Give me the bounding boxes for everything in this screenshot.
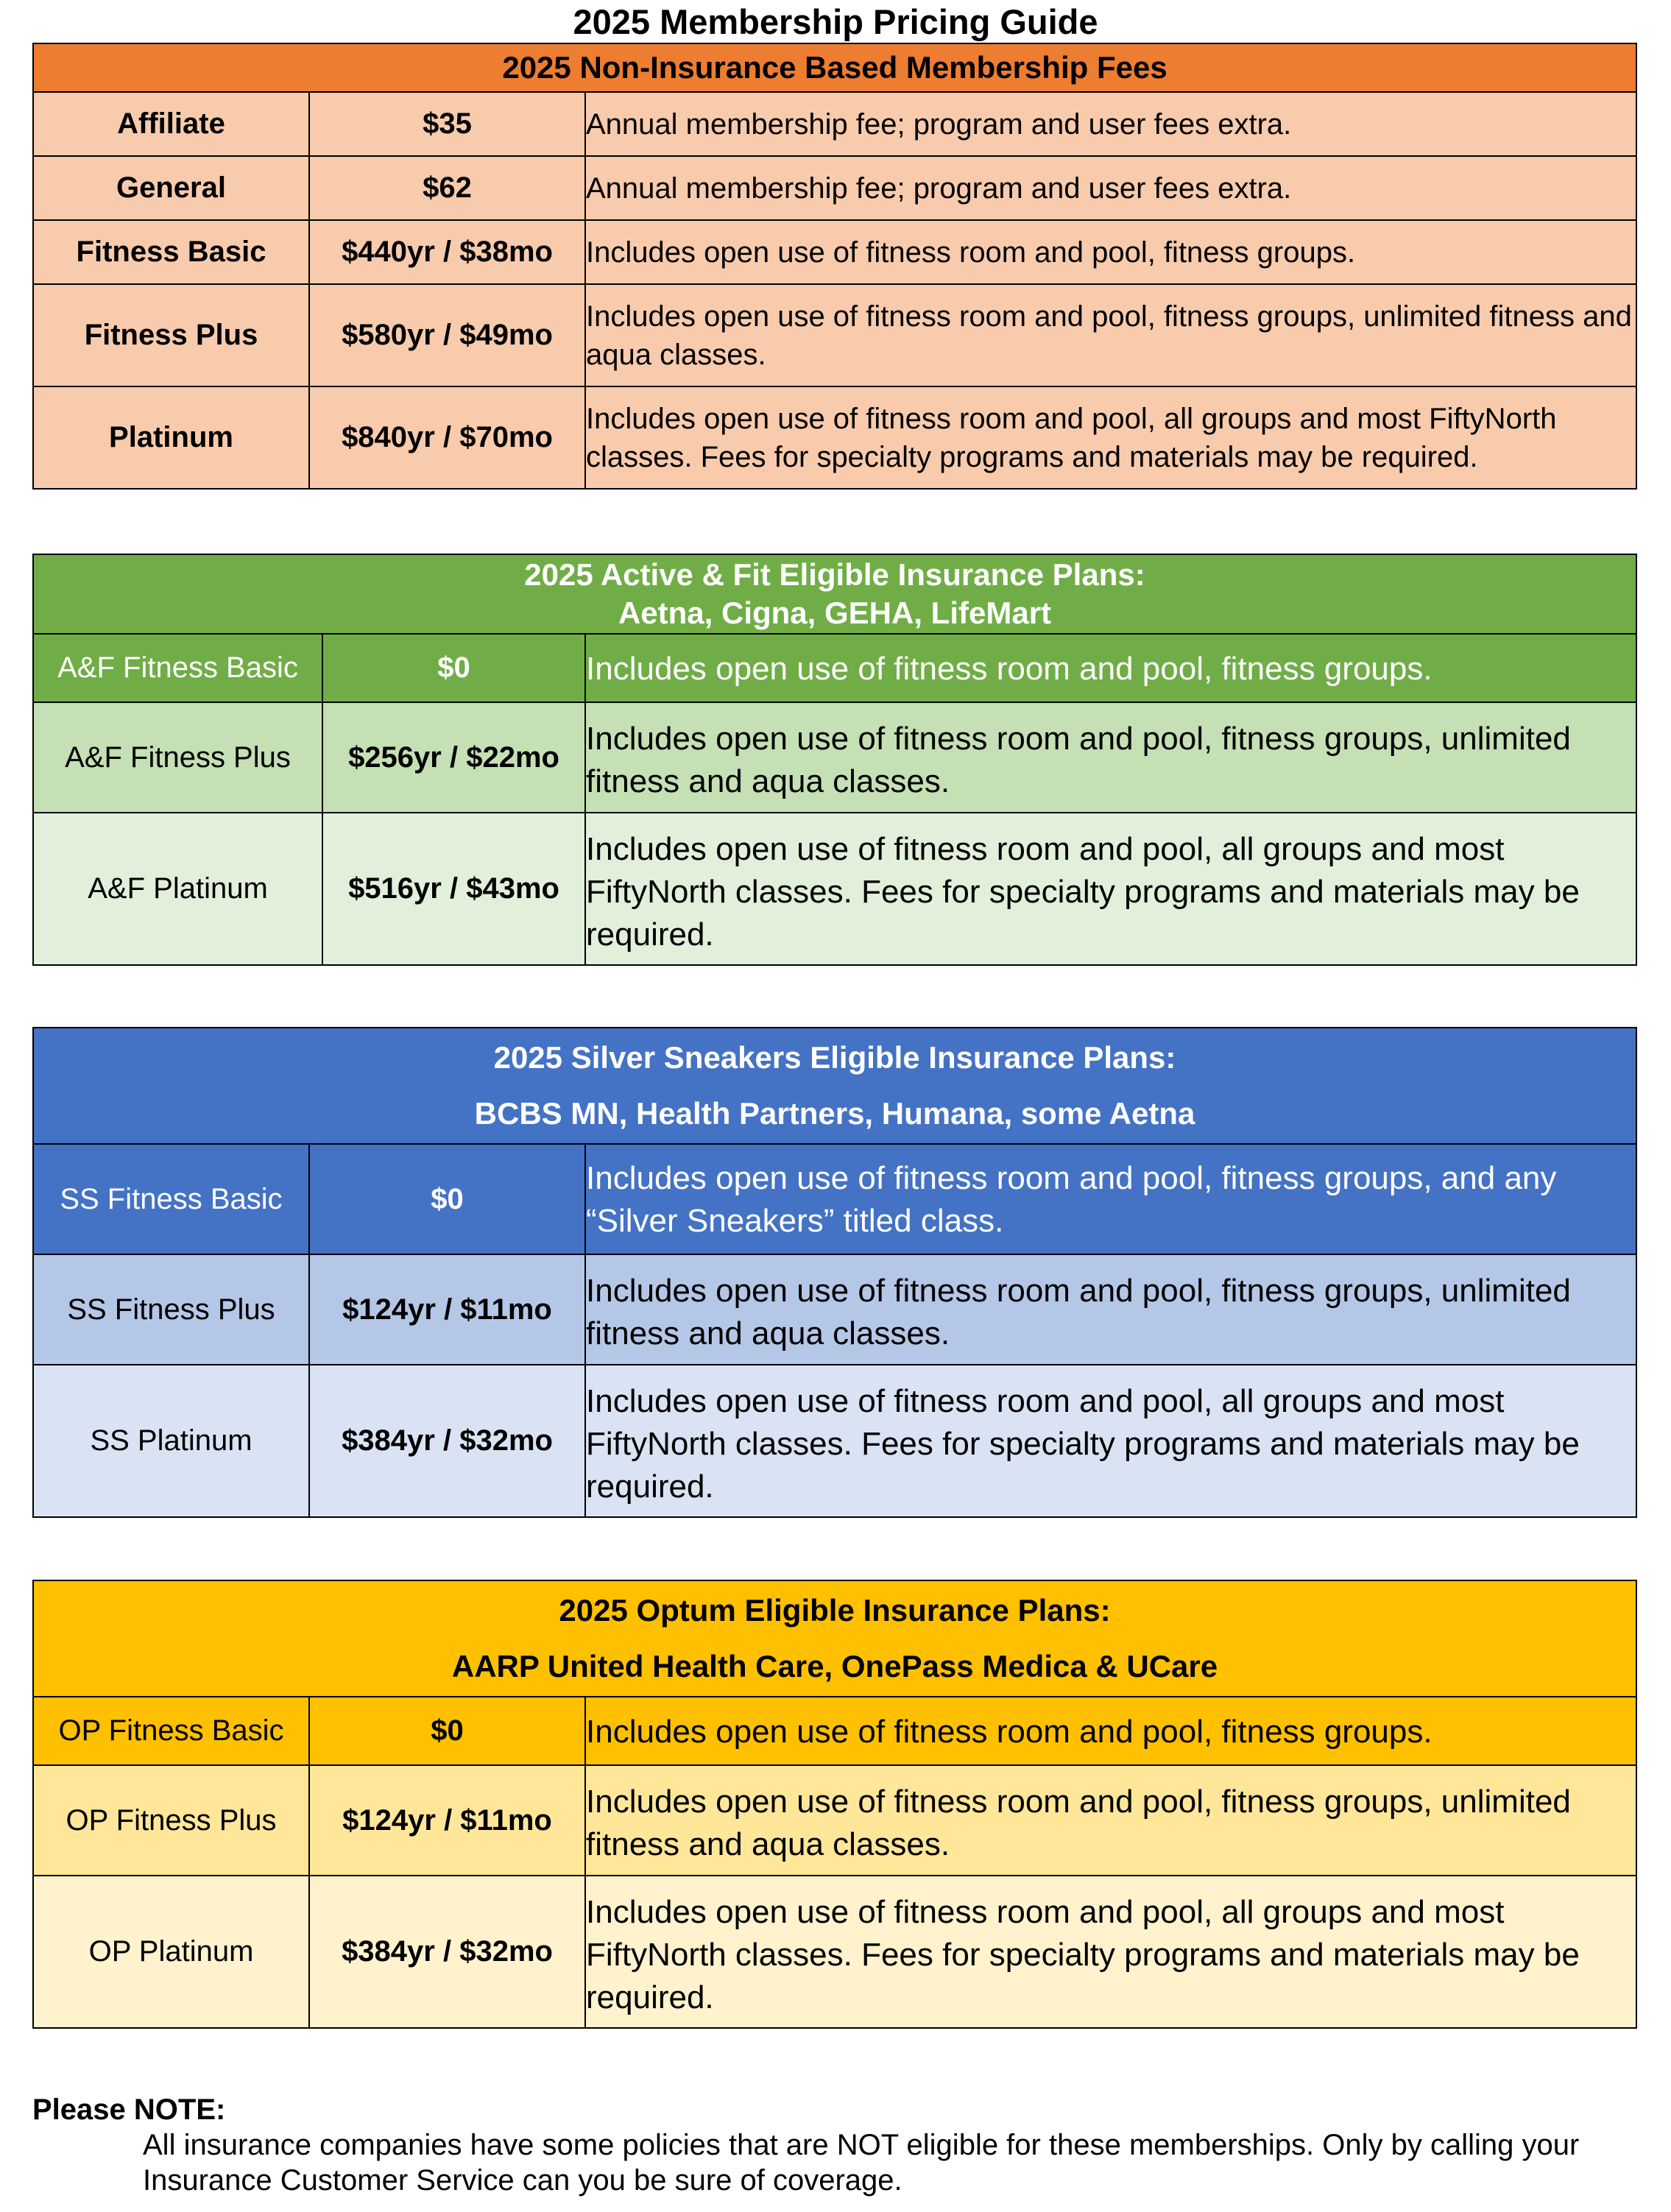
plan-price: $124yr / $11mo xyxy=(309,1254,585,1365)
plan-name: Fitness Plus xyxy=(33,284,309,386)
table-row xyxy=(33,813,1636,965)
plan-name: OP Fitness Basic xyxy=(33,1697,309,1765)
plan-description: Annual membership fee; program and user fees extra. xyxy=(585,92,1636,156)
plan-price: $840yr / $70mo xyxy=(309,386,585,489)
plan-description: Includes open use of fitness room and pool, fitness groups. xyxy=(585,634,1636,702)
plan-name: Affiliate xyxy=(33,92,309,156)
non-insurance-header: 2025 Non-Insurance Based Membership Fees xyxy=(33,43,1636,92)
table-row xyxy=(33,386,1636,489)
table-row xyxy=(33,156,1636,220)
non-insurance-fees-table xyxy=(32,43,1637,490)
active-fit-header-line1: 2025 Active & Fit Eligible Insurance Plans: xyxy=(524,557,1145,592)
plan-description: Includes open use of fitness room and pool, fitness groups, unlimited fitness and aqua classes. xyxy=(585,702,1636,813)
plan-price: $516yr / $43mo xyxy=(322,813,585,965)
plan-description: Includes open use of fitness room and pool, all groups and most FiftyNorth classes. Fees for specialty programs and materials may be required. xyxy=(585,1876,1636,2028)
plan-name: OP Fitness Plus xyxy=(33,1765,309,1876)
plan-description: Includes open use of fitness room and pool, fitness groups. xyxy=(585,1697,1636,1765)
plan-price: $0 xyxy=(309,1144,585,1254)
plan-name: A&F Platinum xyxy=(33,813,322,965)
plan-name: A&F Fitness Plus xyxy=(33,702,322,813)
plan-price: $580yr / $49mo xyxy=(309,284,585,386)
plan-description: Includes open use of fitness room and pool, fitness groups, unlimited fitness and aqua classes. xyxy=(585,284,1636,386)
active-fit-header-line2: Aetna, Cigna, GEHA, LifeMart xyxy=(618,596,1052,630)
plan-name: A&F Fitness Basic xyxy=(33,634,322,702)
plan-price: $256yr / $22mo xyxy=(322,702,585,813)
plan-name: SS Fitness Plus xyxy=(33,1254,309,1365)
note-heading: Please NOTE: xyxy=(32,2093,226,2126)
optum-header-line2: AARP United Health Care, OnePass Medica & UCare xyxy=(451,1649,1218,1683)
table-row xyxy=(33,1144,1636,1254)
active-fit-table xyxy=(32,554,1637,966)
plan-name: Fitness Basic xyxy=(33,220,309,284)
plan-description: Includes open use of fitness room and pool, fitness groups, and any “Silver Sneakers” titled class. xyxy=(585,1144,1636,1254)
plan-price: $62 xyxy=(309,156,585,220)
silver-sneakers-header-line2: BCBS MN, Health Partners, Humana, some Aetna xyxy=(474,1096,1195,1131)
table-row xyxy=(33,1365,1636,1517)
optum-header xyxy=(33,1580,1636,1697)
optum-table xyxy=(32,1580,1637,2029)
table-row xyxy=(33,1765,1636,1876)
active-fit-header xyxy=(33,554,1636,634)
plan-description: Includes open use of fitness room and pool, fitness groups, unlimited fitness and aqua classes. xyxy=(585,1765,1636,1876)
plan-name: General xyxy=(33,156,309,220)
plan-price: $124yr / $11mo xyxy=(309,1765,585,1876)
optum-header-line1: 2025 Optum Eligible Insurance Plans: xyxy=(559,1593,1111,1628)
plan-name: Platinum xyxy=(33,386,309,489)
plan-description: Includes open use of fitness room and pool, all groups and most FiftyNorth classes. Fees for specialty programs and materials may be required. xyxy=(585,1365,1636,1517)
table-row xyxy=(33,284,1636,386)
table-row xyxy=(33,1697,1636,1765)
plan-name: SS Fitness Basic xyxy=(33,1144,309,1254)
plan-description: Includes open use of fitness room and pool, all groups and most FiftyNorth classes. Fees for specialty programs and materials may be required. xyxy=(585,386,1636,489)
table-row xyxy=(33,634,1636,702)
page-title: 2025 Membership Pricing Guide xyxy=(573,2,1098,41)
silver-sneakers-header-line1: 2025 Silver Sneakers Eligible Insurance Plans: xyxy=(493,1040,1176,1075)
plan-price: $384yr / $32mo xyxy=(309,1876,585,2028)
table-row xyxy=(33,1876,1636,2028)
note-body: All insurance companies have some policies that are NOT eligible for these memberships. Only by calling your Insurance Customer Service can you be sure of coverage. xyxy=(143,2129,1580,2197)
plan-name: SS Platinum xyxy=(33,1365,309,1517)
plan-price: $35 xyxy=(309,92,585,156)
silver-sneakers-table xyxy=(32,1027,1637,1518)
table-row xyxy=(33,220,1636,284)
plan-price: $0 xyxy=(322,634,585,702)
plan-description: Includes open use of fitness room and pool, fitness groups. xyxy=(585,220,1636,284)
plan-description: Includes open use of fitness room and pool, all groups and most FiftyNorth classes. Fees for specialty programs and materials may be required. xyxy=(585,813,1636,965)
plan-description: Annual membership fee; program and user fees extra. xyxy=(585,156,1636,220)
plan-description: Includes open use of fitness room and pool, fitness groups, unlimited fitness and aqua classes. xyxy=(585,1254,1636,1365)
table-row xyxy=(33,92,1636,156)
table-row xyxy=(33,702,1636,813)
plan-price: $384yr / $32mo xyxy=(309,1365,585,1517)
plan-name: OP Platinum xyxy=(33,1876,309,2028)
plan-price: $440yr / $38mo xyxy=(309,220,585,284)
silver-sneakers-header xyxy=(33,1028,1636,1144)
table-row xyxy=(33,1254,1636,1365)
plan-price: $0 xyxy=(309,1697,585,1765)
